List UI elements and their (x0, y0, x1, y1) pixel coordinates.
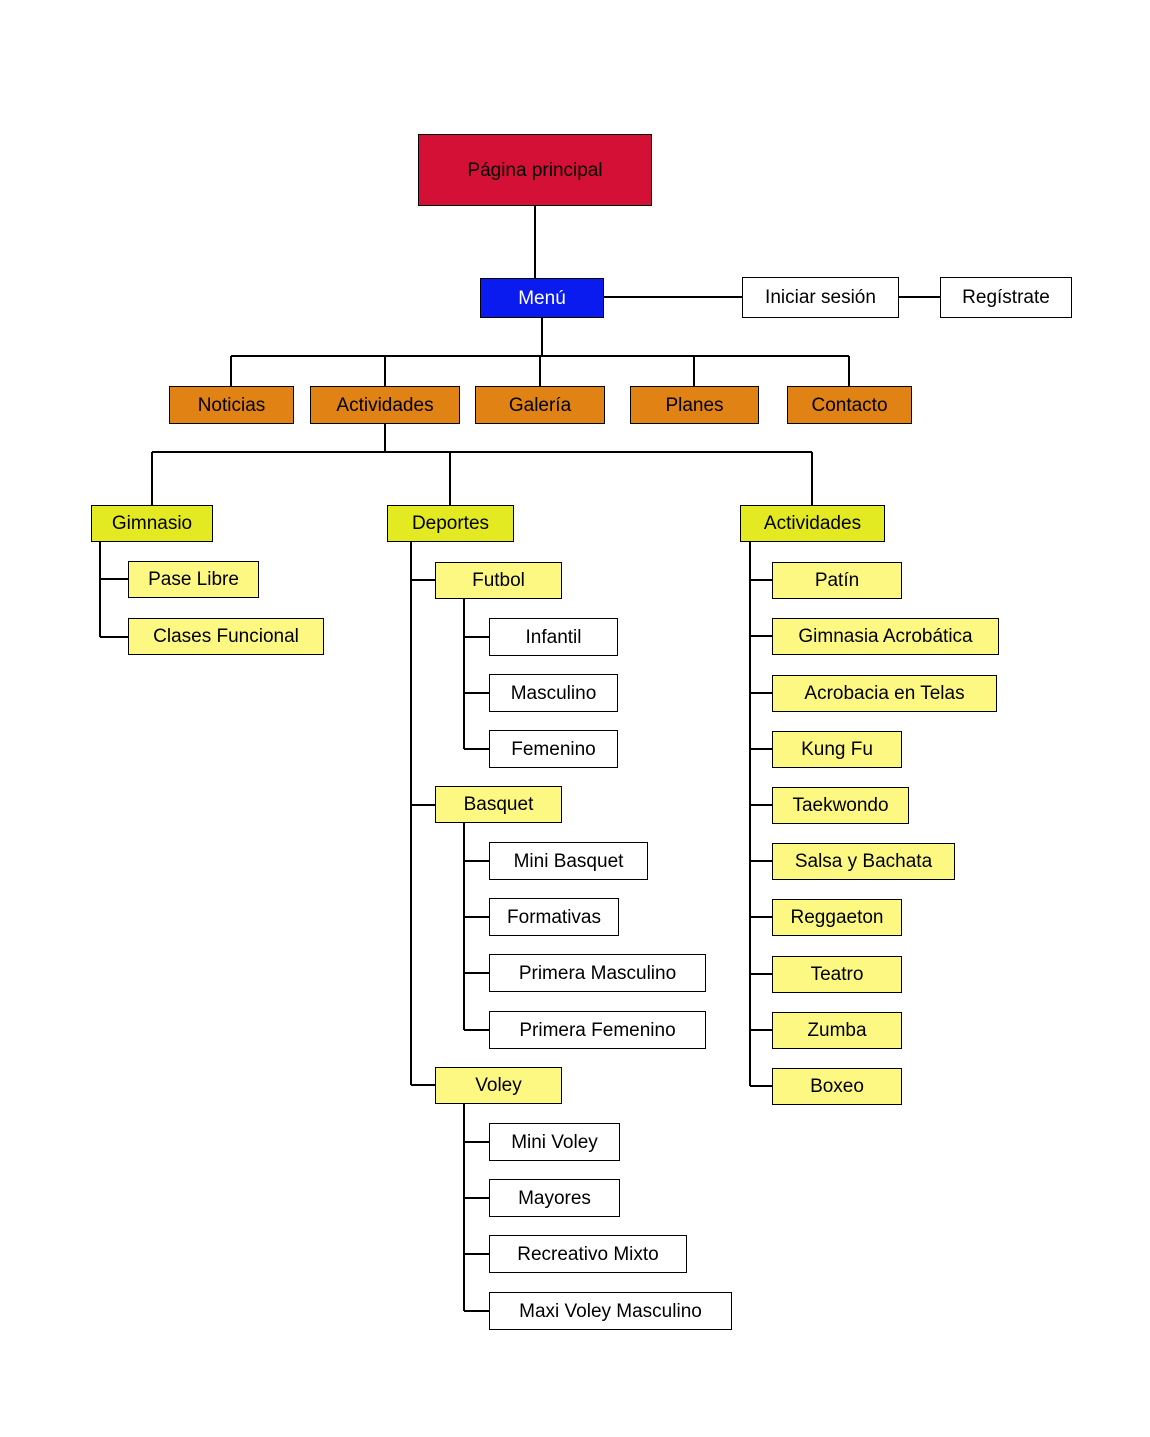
node-label: Pase Libre (148, 569, 239, 590)
node-label: Contacto (811, 394, 888, 416)
node-salsa-y-bachata[interactable] (772, 843, 955, 880)
node-actividades-categoria[interactable] (740, 505, 885, 542)
node-label: Actividades (763, 513, 862, 534)
node-gimnasio[interactable] (91, 505, 213, 542)
node-contacto[interactable] (787, 386, 912, 424)
node-label: Iniciar sesión (765, 287, 876, 308)
node-pagina-principal[interactable] (418, 134, 652, 206)
node-formativas[interactable] (489, 898, 619, 936)
node-recreativo-mixto[interactable] (489, 1235, 687, 1273)
node-label: Mayores (518, 1187, 591, 1209)
node-basquet[interactable] (435, 786, 562, 823)
node-planes[interactable] (630, 386, 759, 424)
node-label: Gimnasia Acrobática (798, 626, 973, 647)
node-kung-fu[interactable] (772, 731, 902, 768)
node-primera-femenino[interactable] (489, 1011, 706, 1049)
node-label: Clases Funcional (153, 626, 299, 647)
node-label: Deportes (411, 513, 490, 534)
node-label: Actividades (336, 394, 434, 416)
node-label: Zumba (807, 1020, 867, 1041)
node-taekwondo[interactable] (772, 787, 909, 824)
node-label: Regístrate (962, 287, 1050, 308)
node-galeria[interactable] (475, 386, 605, 424)
node-label: Patín (814, 570, 860, 591)
node-label: Basquet (463, 794, 534, 815)
node-mayores[interactable] (489, 1179, 620, 1217)
node-label: Primera Femenino (519, 1019, 676, 1041)
node-patin[interactable] (772, 562, 902, 599)
node-label: Mini Basquet (513, 850, 624, 872)
node-clases-funcional[interactable] (128, 618, 324, 655)
node-registrate[interactable] (940, 277, 1072, 318)
node-futbol-masculino[interactable] (489, 674, 618, 712)
node-label: Infantil (525, 626, 582, 648)
node-label: Futbol (472, 570, 525, 591)
node-label: Femenino (511, 738, 596, 760)
node-label: Boxeo (810, 1076, 864, 1097)
node-label: Planes (665, 394, 724, 416)
node-label: Recreativo Mixto (517, 1243, 659, 1265)
node-reggaeton[interactable] (772, 899, 902, 936)
node-primera-masculino[interactable] (489, 954, 706, 992)
node-label: Teatro (810, 964, 864, 985)
node-maxi-voley-masculino[interactable] (489, 1292, 732, 1330)
node-label: Noticias (197, 394, 266, 416)
node-label: Gimnasio (111, 513, 193, 534)
node-label: Acrobacia en Telas (804, 683, 965, 704)
node-label: Formativas (507, 906, 601, 928)
node-label: Taekwondo (792, 795, 889, 816)
node-teatro[interactable] (772, 956, 902, 993)
node-voley[interactable] (435, 1067, 562, 1104)
node-label: Voley (475, 1075, 522, 1096)
node-label: Reggaeton (790, 907, 884, 928)
node-futbol-femenino[interactable] (489, 730, 618, 768)
node-label: Galería (508, 394, 572, 416)
node-label: Masculino (510, 682, 597, 704)
node-label: Menú (518, 287, 566, 309)
node-iniciar-sesion[interactable] (742, 277, 899, 318)
node-gimnasia-acrobatica[interactable] (772, 618, 999, 655)
node-menu[interactable] (480, 278, 604, 318)
node-boxeo[interactable] (772, 1068, 902, 1105)
node-mini-basquet[interactable] (489, 842, 648, 880)
node-deportes[interactable] (387, 505, 514, 542)
node-pase-libre[interactable] (128, 561, 259, 598)
node-label: Salsa y Bachata (794, 851, 933, 872)
node-label: Mini Voley (511, 1131, 598, 1153)
node-label: Primera Masculino (518, 962, 677, 984)
node-zumba[interactable] (772, 1012, 902, 1049)
node-futbol-infantil[interactable] (489, 618, 618, 656)
node-label: Kung Fu (801, 739, 873, 760)
node-acrobacia-en-telas[interactable] (772, 675, 997, 712)
node-noticias[interactable] (169, 386, 294, 424)
node-actividades-menu[interactable] (310, 386, 460, 424)
node-label: Página principal (467, 159, 603, 181)
node-futbol[interactable] (435, 562, 562, 599)
node-label: Maxi Voley Masculino (519, 1300, 702, 1322)
node-mini-voley[interactable] (489, 1123, 620, 1161)
